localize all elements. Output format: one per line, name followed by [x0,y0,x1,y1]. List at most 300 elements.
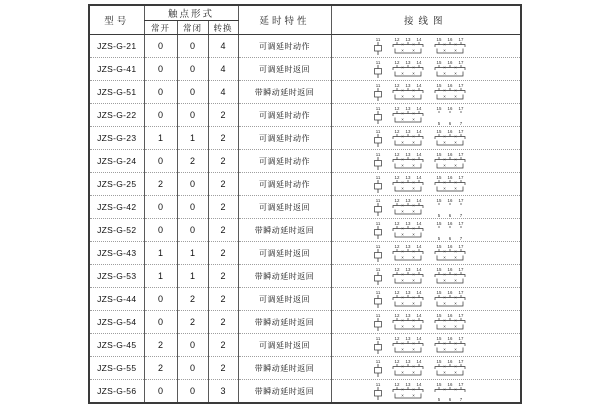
changeover-count: 4 [208,58,238,81]
svg-text:17: 17 [458,197,464,203]
svg-text:×: × [453,386,457,392]
svg-text:15: 15 [436,82,442,88]
normally-open-count: 0 [144,196,177,219]
wiring-diagram-cell [331,58,521,81]
normally-open-count: 0 [144,81,177,104]
svg-text:×: × [453,294,457,300]
svg-text:15: 15 [436,151,442,157]
svg-text:17: 17 [458,381,464,387]
svg-text:16: 16 [447,36,453,42]
col-header-wiring: 接线图 [331,5,521,35]
svg-text:11: 11 [375,82,381,88]
svg-text:11: 11 [375,174,381,180]
svg-text:15: 15 [436,289,442,295]
svg-text:14: 14 [416,105,422,111]
svg-text:×: × [453,93,457,99]
changeover-count: 2 [208,334,238,357]
header-row-top [89,5,521,21]
svg-text:×: × [453,363,457,369]
svg-text:14: 14 [416,243,422,249]
svg-text:7: 7 [459,235,462,241]
svg-text:×: × [400,208,404,214]
changeover-count: 4 [208,81,238,104]
svg-text:×: × [453,70,457,76]
model-name: JZS-G-43 [89,242,144,265]
svg-text:×: × [442,323,446,329]
normally-open-count: 2 [144,357,177,380]
wiring-diagram-cell [331,219,521,242]
normally-closed-count: 0 [177,104,208,127]
svg-text:7: 7 [459,120,462,126]
svg-text:12: 12 [394,220,400,226]
svg-text:×: × [411,110,415,116]
svg-text:11: 11 [375,381,381,387]
normally-closed-count: 0 [177,173,208,196]
svg-text:×: × [400,47,404,53]
svg-text:×: × [442,254,446,260]
normally-closed-count: 1 [177,127,208,150]
svg-text:16: 16 [447,151,453,157]
svg-text:11: 11 [375,151,381,157]
svg-text:×: × [411,70,415,76]
changeover-count: 2 [208,242,238,265]
svg-text:12: 12 [394,174,400,180]
svg-text:13: 13 [405,381,411,387]
svg-text:16: 16 [447,197,453,203]
svg-text:11: 11 [375,197,381,203]
normally-closed-count: 0 [177,357,208,380]
svg-text:17: 17 [458,220,464,226]
svg-text:14: 14 [416,266,422,272]
svg-text:16: 16 [447,59,453,65]
svg-text:17: 17 [458,174,464,180]
table-row [89,265,521,288]
table-row [89,81,521,104]
normally-closed-count: 2 [177,150,208,173]
delay-characteristic: 可调延时动作 [238,35,331,58]
svg-text:14: 14 [416,289,422,295]
svg-text:×: × [400,185,404,191]
svg-text:×: × [400,64,404,70]
model-name: JZS-G-21 [89,35,144,58]
svg-text:×: × [411,294,415,300]
svg-text:×: × [400,317,404,323]
svg-text:×: × [400,369,404,375]
svg-text:11: 11 [375,128,381,134]
table-row [89,173,521,196]
model-name: JZS-G-51 [89,81,144,104]
model-name: JZS-G-55 [89,357,144,380]
wiring-diagram [371,36,481,57]
changeover-count: 4 [208,35,238,58]
svg-text:×: × [411,231,415,237]
svg-text:13: 13 [405,128,411,134]
normally-closed-count: 2 [177,311,208,334]
svg-text:×: × [453,185,457,191]
svg-text:×: × [453,369,457,375]
normally-closed-count: 0 [177,219,208,242]
svg-text:13: 13 [405,335,411,341]
normally-closed-count: 0 [177,35,208,58]
svg-text:13: 13 [405,82,411,88]
svg-text:16: 16 [447,289,453,295]
wiring-diagram [371,197,481,218]
svg-text:15: 15 [436,358,442,364]
svg-text:12: 12 [394,105,400,111]
col-header-model: 型号 [89,5,144,35]
svg-text:×: × [453,87,457,93]
normally-closed-count: 0 [177,81,208,104]
table-row [89,58,521,81]
svg-text:13: 13 [405,105,411,111]
svg-text:14: 14 [416,312,422,318]
normally-closed-count: 1 [177,265,208,288]
svg-text:×: × [453,254,457,260]
svg-text:11: 11 [375,36,381,42]
svg-text:×: × [400,156,404,162]
svg-text:17: 17 [458,243,464,249]
svg-text:×: × [453,340,457,346]
svg-text:12: 12 [394,128,400,134]
svg-text:×: × [453,346,457,352]
svg-text:×: × [400,87,404,93]
svg-text:×: × [400,248,404,254]
svg-text:×: × [453,179,457,185]
delay-characteristic: 可调延时动作 [238,173,331,196]
wiring-diagram [371,243,481,264]
svg-text:14: 14 [416,59,422,65]
svg-text:13: 13 [405,289,411,295]
wiring-diagram-cell [331,288,521,311]
model-name: JZS-G-22 [89,104,144,127]
changeover-count: 2 [208,311,238,334]
changeover-count: 2 [208,150,238,173]
wiring-diagram [371,59,481,80]
svg-text:×: × [400,139,404,145]
svg-text:5: 5 [437,235,440,241]
svg-text:×: × [442,185,446,191]
svg-text:×: × [442,156,446,162]
normally-open-count: 0 [144,35,177,58]
svg-text:16: 16 [447,105,453,111]
svg-text:6: 6 [448,212,451,218]
table-row [89,357,521,380]
svg-text:12: 12 [394,266,400,272]
svg-text:×: × [411,386,415,392]
wiring-diagram-cell [331,35,521,58]
delay-characteristic: 可调延时动作 [238,150,331,173]
svg-text:×: × [453,133,457,139]
normally-open-count: 0 [144,150,177,173]
wiring-diagram-cell [331,334,521,357]
table-row [89,334,521,357]
wiring-diagram [371,289,481,310]
svg-text:×: × [411,323,415,329]
svg-text:17: 17 [458,151,464,157]
svg-text:11: 11 [375,266,381,272]
svg-text:×: × [400,323,404,329]
svg-text:×: × [442,133,446,139]
svg-text:17: 17 [458,266,464,272]
svg-text:×: × [411,202,415,208]
svg-text:7: 7 [459,396,462,402]
wiring-diagram-cell [331,150,521,173]
svg-text:17: 17 [458,358,464,364]
svg-text:×: × [453,156,457,162]
svg-text:11: 11 [375,358,381,364]
svg-text:6: 6 [448,120,451,126]
svg-text:5: 5 [437,120,440,126]
svg-text:×: × [442,41,446,47]
svg-text:11: 11 [375,335,381,341]
svg-text:×: × [442,179,446,185]
svg-text:13: 13 [405,174,411,180]
table-row [89,311,521,334]
svg-text:×: × [453,64,457,70]
svg-text:12: 12 [394,289,400,295]
svg-text:×: × [453,300,457,306]
svg-text:×: × [400,386,404,392]
svg-text:12: 12 [394,197,400,203]
svg-text:17: 17 [458,335,464,341]
svg-text:16: 16 [447,358,453,364]
svg-text:16: 16 [447,174,453,180]
model-name: JZS-G-41 [89,58,144,81]
svg-text:14: 14 [416,128,422,134]
svg-text:15: 15 [436,335,442,341]
svg-text:×: × [400,271,404,277]
svg-text:×: × [442,47,446,53]
table-row [89,104,521,127]
wiring-diagram-cell [331,265,521,288]
svg-text:×: × [411,392,415,398]
wiring-diagram-cell [331,311,521,334]
svg-text:17: 17 [458,82,464,88]
svg-text:×: × [411,156,415,162]
svg-text:17: 17 [458,128,464,134]
svg-text:×: × [453,271,457,277]
delay-characteristic: 可调延时动作 [238,104,331,127]
svg-text:×: × [411,346,415,352]
wiring-diagram [371,266,481,287]
svg-text:×: × [442,369,446,375]
svg-text:15: 15 [436,220,442,226]
svg-text:×: × [400,70,404,76]
svg-text:×: × [400,294,404,300]
svg-text:13: 13 [405,59,411,65]
wiring-diagram [371,174,481,195]
normally-closed-count: 0 [177,58,208,81]
normally-open-count: 0 [144,380,177,404]
wiring-diagram-cell [331,104,521,127]
svg-text:×: × [453,277,457,283]
svg-text:11: 11 [375,59,381,65]
svg-text:12: 12 [394,151,400,157]
model-name: JZS-G-44 [89,288,144,311]
svg-text:15: 15 [436,36,442,42]
svg-text:×: × [442,87,446,93]
svg-text:×: × [411,185,415,191]
svg-text:×: × [400,392,404,398]
svg-text:×: × [442,363,446,369]
model-name: JZS-G-23 [89,127,144,150]
svg-text:16: 16 [447,128,453,134]
svg-text:×: × [400,116,404,122]
svg-text:×: × [453,248,457,254]
svg-text:×: × [400,110,404,116]
svg-text:14: 14 [416,36,422,42]
svg-text:17: 17 [458,36,464,42]
changeover-count: 2 [208,127,238,150]
model-name: JZS-G-52 [89,219,144,242]
svg-text:13: 13 [405,151,411,157]
svg-text:×: × [411,47,415,53]
normally-closed-count: 1 [177,242,208,265]
svg-text:11: 11 [375,289,381,295]
svg-text:15: 15 [436,197,442,203]
wiring-diagram-cell [331,242,521,265]
svg-text:×: × [411,300,415,306]
svg-text:×: × [442,340,446,346]
svg-text:×: × [411,363,415,369]
svg-text:×: × [453,323,457,329]
normally-open-count: 1 [144,127,177,150]
wiring-diagram-cell [331,127,521,150]
svg-text:13: 13 [405,266,411,272]
relay-spec-table [88,4,522,404]
svg-text:×: × [442,93,446,99]
changeover-count: 2 [208,196,238,219]
svg-text:12: 12 [394,335,400,341]
svg-text:13: 13 [405,197,411,203]
svg-text:15: 15 [436,128,442,134]
svg-text:×: × [400,340,404,346]
svg-text:13: 13 [405,312,411,318]
col-header-normally-open: 常开 [144,21,177,35]
svg-text:×: × [453,162,457,168]
svg-text:13: 13 [405,358,411,364]
svg-text:×: × [400,363,404,369]
delay-characteristic: 可调延时返回 [238,196,331,219]
changeover-count: 2 [208,173,238,196]
svg-text:15: 15 [436,59,442,65]
svg-text:14: 14 [416,174,422,180]
svg-text:12: 12 [394,312,400,318]
svg-text:×: × [400,231,404,237]
svg-text:15: 15 [436,266,442,272]
normally-open-count: 0 [144,104,177,127]
svg-text:6: 6 [448,396,451,402]
svg-text:12: 12 [394,358,400,364]
wiring-diagram-cell [331,196,521,219]
svg-text:11: 11 [375,243,381,249]
svg-text:5: 5 [437,396,440,402]
svg-text:×: × [442,139,446,145]
svg-text:14: 14 [416,381,422,387]
svg-text:15: 15 [436,105,442,111]
wiring-diagram [371,312,481,333]
svg-text:13: 13 [405,243,411,249]
svg-text:×: × [400,133,404,139]
svg-text:14: 14 [416,82,422,88]
svg-text:×: × [400,202,404,208]
table-row [89,219,521,242]
changeover-count: 2 [208,219,238,242]
col-header-contact-form: 触点形式 [144,5,238,21]
svg-text:×: × [453,41,457,47]
normally-closed-count: 2 [177,288,208,311]
col-header-changeover: 转换 [208,21,238,35]
svg-text:×: × [400,346,404,352]
svg-text:14: 14 [416,197,422,203]
svg-text:×: × [400,277,404,283]
svg-text:×: × [400,254,404,260]
svg-text:×: × [411,162,415,168]
normally-closed-count: 0 [177,334,208,357]
svg-text:×: × [442,294,446,300]
table-header [89,5,521,35]
col-header-normally-closed: 常闭 [177,21,208,35]
svg-text:×: × [442,317,446,323]
svg-text:16: 16 [447,220,453,226]
svg-text:11: 11 [375,312,381,318]
svg-text:15: 15 [436,312,442,318]
svg-text:16: 16 [447,335,453,341]
svg-text:×: × [411,317,415,323]
delay-characteristic: 可调延时返回 [238,242,331,265]
wiring-diagram [371,335,481,356]
svg-text:×: × [411,225,415,231]
svg-text:17: 17 [458,105,464,111]
wiring-diagram [371,105,481,126]
svg-text:17: 17 [458,59,464,65]
delay-characteristic: 带瞬动延时返回 [238,357,331,380]
svg-text:12: 12 [394,59,400,65]
table-row [89,242,521,265]
wiring-diagram-cell [331,173,521,196]
svg-text:12: 12 [394,82,400,88]
normally-open-count: 1 [144,265,177,288]
table-row [89,380,521,404]
delay-characteristic: 可调延时返回 [238,334,331,357]
svg-text:5: 5 [437,212,440,218]
svg-text:×: × [442,386,446,392]
svg-text:×: × [411,208,415,214]
normally-closed-count: 0 [177,196,208,219]
svg-text:14: 14 [416,335,422,341]
svg-text:17: 17 [458,289,464,295]
wiring-diagram [371,381,481,402]
svg-text:×: × [442,277,446,283]
svg-text:×: × [400,162,404,168]
model-name: JZS-G-45 [89,334,144,357]
svg-text:×: × [411,133,415,139]
delay-characteristic: 带瞬动延时返回 [238,311,331,334]
svg-text:×: × [453,317,457,323]
svg-text:×: × [442,300,446,306]
svg-text:16: 16 [447,266,453,272]
svg-text:×: × [411,340,415,346]
table-row [89,35,521,58]
svg-text:14: 14 [416,151,422,157]
wiring-diagram-cell [331,81,521,104]
wiring-diagram-cell [331,380,521,404]
table-body [89,35,521,404]
svg-text:×: × [400,41,404,47]
svg-text:×: × [411,248,415,254]
svg-text:17: 17 [458,312,464,318]
changeover-count: 2 [208,265,238,288]
